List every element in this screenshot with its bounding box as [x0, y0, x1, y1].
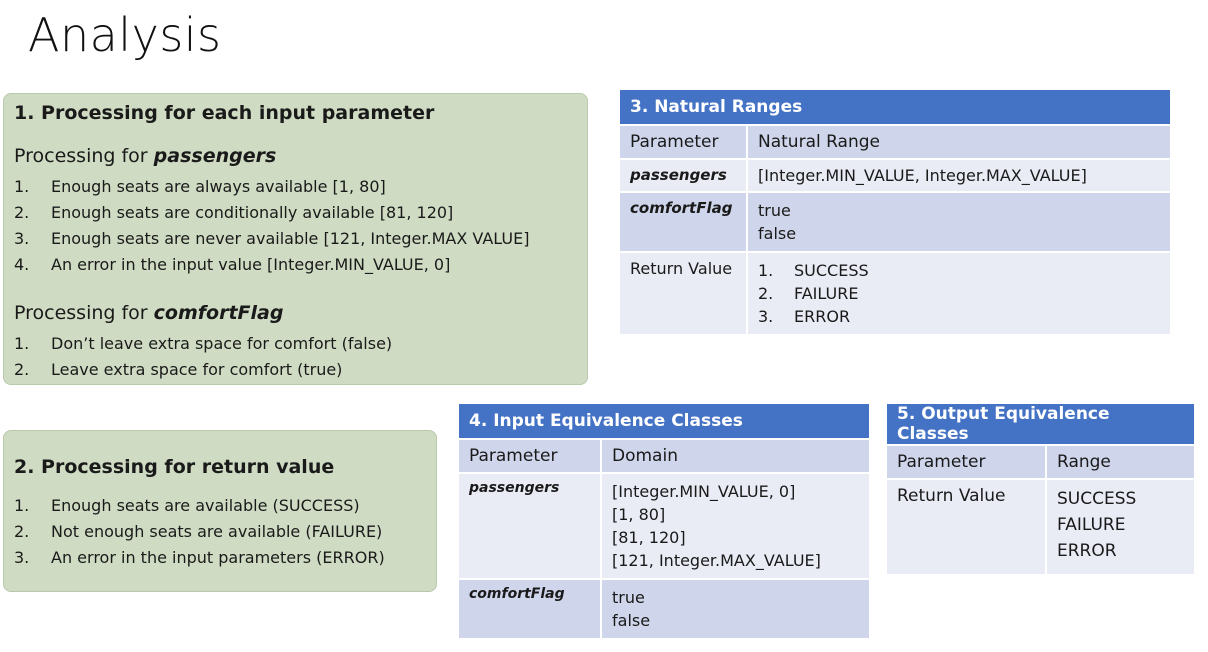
- list-item-text: FAILURE: [794, 284, 859, 303]
- parameter-cell: passengers: [620, 159, 747, 192]
- range-cell: [1046, 479, 1194, 575]
- list-item: [14, 545, 385, 571]
- column-header: Parameter: [620, 125, 747, 159]
- domain-cell: [601, 579, 869, 639]
- range-cell: [747, 252, 1170, 335]
- range-value: [758, 259, 1160, 282]
- domain-value: [1, 80]: [612, 505, 666, 524]
- list-item-text: Enough seats are never available [121, Integer.MAX VALUE]: [51, 229, 530, 248]
- parameter-cell: passengers: [459, 473, 601, 579]
- domain-value: false: [612, 611, 651, 630]
- list-item-text: Leave extra space for comfort (true): [51, 360, 343, 379]
- list-item-number: 1.: [14, 334, 30, 353]
- column-header: Range: [1046, 445, 1194, 479]
- list-item: [14, 226, 529, 252]
- natural-ranges-table: [620, 90, 1170, 336]
- list-item-text: Enough seats are available (SUCCESS): [51, 496, 360, 515]
- table-header-row: [887, 445, 1194, 479]
- list-item: [14, 174, 529, 200]
- range-value: true: [758, 201, 791, 220]
- table-header-row: [459, 439, 869, 473]
- comfortflag-subheading-prefix: Processing for: [14, 302, 154, 324]
- input-processing-box: [3, 93, 588, 385]
- range-value: [758, 282, 1160, 305]
- domain-cell: [601, 473, 869, 579]
- list-item-number: 4.: [14, 255, 30, 274]
- table-caption: 4. Input Equivalence Classes: [459, 404, 869, 439]
- box2-heading: 2. Processing for return value: [14, 456, 335, 478]
- input-equivalence-table: [459, 404, 869, 640]
- list-item-number: 3.: [14, 548, 30, 567]
- list-item-number: 2.: [14, 203, 30, 222]
- list-item-text: An error in the input parameters (ERROR): [51, 548, 385, 567]
- range-value: ERROR: [1057, 541, 1117, 561]
- domain-value: true: [612, 588, 645, 607]
- page-title: Analysis: [28, 8, 222, 62]
- list-item: [14, 519, 385, 545]
- range-value: [758, 305, 1160, 328]
- return-processing-list: [14, 493, 385, 571]
- table-row: [887, 479, 1194, 575]
- column-header: Natural Range: [747, 125, 1170, 159]
- range-value: SUCCESS: [1057, 489, 1137, 509]
- list-item-text: Enough seats are always available [1, 80]: [51, 177, 386, 196]
- table-row: [620, 192, 1170, 252]
- list-item-text: Don’t leave extra space for comfort (false): [51, 334, 393, 353]
- domain-value: [Integer.MIN_VALUE, 0]: [612, 482, 796, 501]
- range-value: false: [758, 224, 797, 243]
- passengers-subheading-param: passengers: [153, 145, 277, 167]
- table-row: [459, 473, 869, 579]
- comfortflag-subheading: [14, 302, 283, 324]
- comfortflag-subheading-param: comfortFlag: [153, 302, 284, 324]
- list-item: [14, 357, 392, 383]
- table-row: [459, 579, 869, 639]
- comfortflag-processing-list: [14, 331, 392, 383]
- passengers-subheading: [14, 145, 276, 167]
- parameter-cell: Return Value: [620, 252, 747, 335]
- list-item-number: 2.: [758, 284, 774, 303]
- box1-heading: 1. Processing for each input parameter: [14, 102, 435, 124]
- parameter-cell: comfortFlag: [459, 579, 601, 639]
- list-item-number: 3.: [758, 307, 774, 326]
- parameter-cell: Return Value: [887, 479, 1046, 575]
- table-row: [620, 159, 1170, 192]
- passengers-subheading-prefix: Processing for: [14, 145, 154, 167]
- range-cell: [Integer.MIN_VALUE, Integer.MAX_VALUE]: [747, 159, 1170, 192]
- list-item-number: 2.: [14, 522, 30, 541]
- return-processing-box: [3, 430, 437, 592]
- range-value: FAILURE: [1057, 515, 1126, 535]
- column-header: Domain: [601, 439, 869, 473]
- list-item-text: SUCCESS: [794, 261, 869, 280]
- list-item-number: 1.: [14, 496, 30, 515]
- parameter-cell: comfortFlag: [620, 192, 747, 252]
- passengers-processing-list: [14, 174, 529, 278]
- list-item-number: 2.: [14, 360, 30, 379]
- list-item-number: 3.: [14, 229, 30, 248]
- list-item-number: 1.: [14, 177, 30, 196]
- domain-value: [81, 120]: [612, 528, 686, 547]
- column-header: Parameter: [887, 445, 1046, 479]
- list-item: [14, 252, 529, 278]
- list-item-text: Enough seats are conditionally available [81, 120]: [51, 203, 454, 222]
- list-item-number: 1.: [758, 261, 774, 280]
- list-item: [14, 331, 392, 357]
- list-item-text: Not enough seats are available (FAILURE): [51, 522, 383, 541]
- list-item: [14, 493, 385, 519]
- column-header: Parameter: [459, 439, 601, 473]
- table-row: [620, 252, 1170, 335]
- table-header-row: [620, 125, 1170, 159]
- range-cell: [747, 192, 1170, 252]
- list-item: [14, 200, 529, 226]
- domain-value: [121, Integer.MAX_VALUE]: [612, 551, 821, 570]
- list-item-text: An error in the input value [Integer.MIN_VALUE, 0]: [51, 255, 451, 274]
- output-equivalence-table: [887, 404, 1194, 576]
- list-item-text: ERROR: [794, 307, 851, 326]
- table-caption: 3. Natural Ranges: [620, 90, 1170, 125]
- table-caption: 5. Output Equivalence Classes: [887, 404, 1194, 445]
